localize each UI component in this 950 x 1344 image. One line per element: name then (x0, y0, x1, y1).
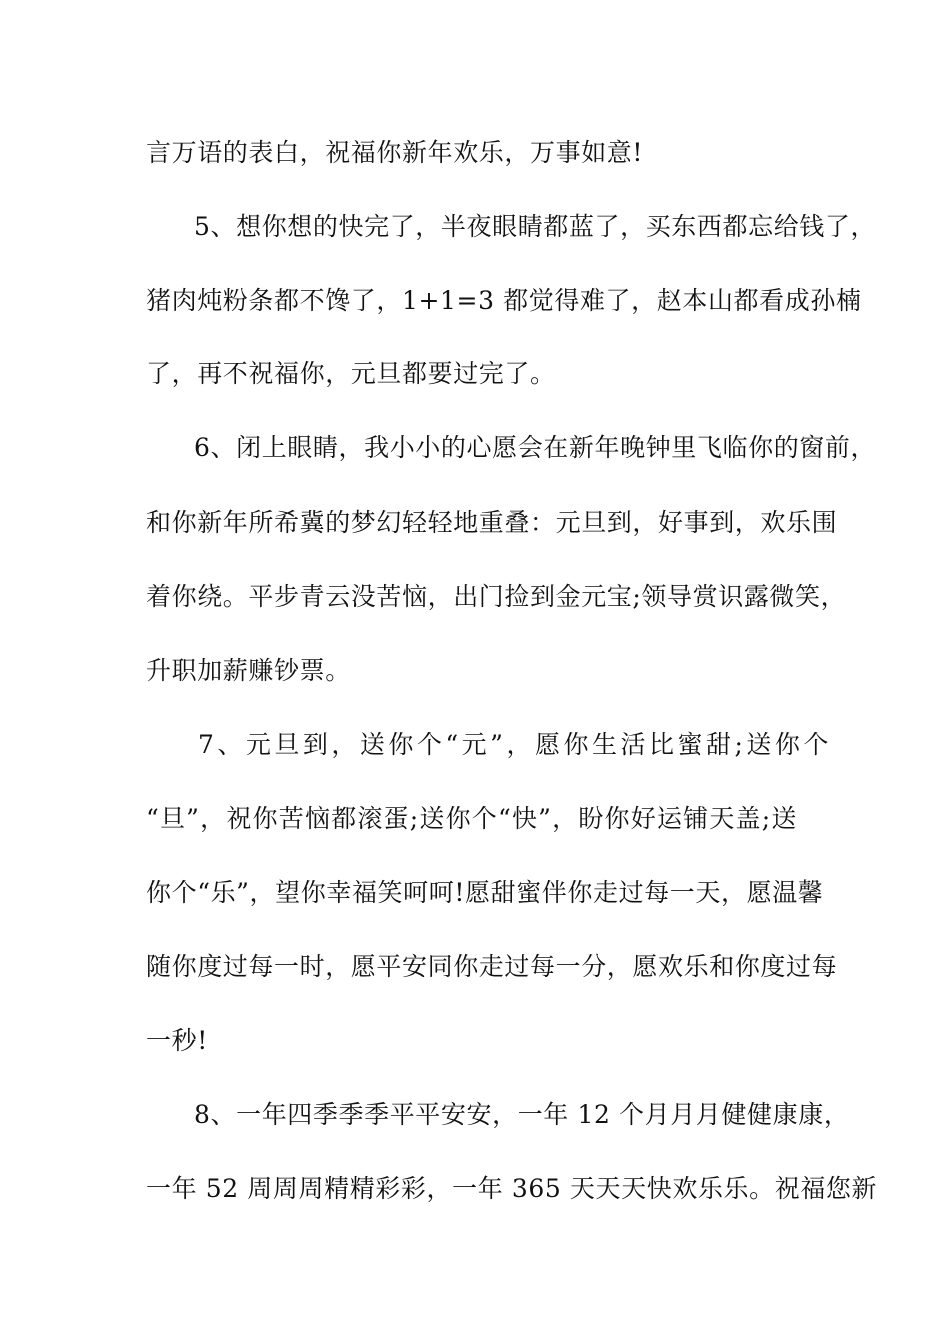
text-line: 了，再不祝福你，元旦都要过完了。 (146, 359, 556, 388)
text-line: “旦”，祝你苦恼都滚蛋;送你个“快”，盼你好运铺天盖;送 (146, 804, 798, 833)
text-line: 一秒! (146, 1026, 208, 1055)
text-line: 猪肉炖粉条都不馋了，1+1=3 都觉得难了，赵本山都看成孙楠 (146, 286, 862, 315)
text-line: 和你新年所希冀的梦幻轻轻地重叠：元旦到，好事到，欢乐围 (146, 508, 838, 537)
paragraph-7-line: 7、元旦到，送你个“元”，愿你生活比蜜甜;送你个 (198, 730, 832, 759)
paragraph-6-line: 6、闭上眼睛，我小小的心愿会在新年晚钟里飞临你的窗前， (194, 433, 877, 462)
paragraph-5-line: 5、想你想的快完了，半夜眼睛都蓝了，买东西都忘给钱了， (194, 212, 877, 241)
text-line: 一年 52 周周周精精彩彩，一年 365 天天天快欢乐乐。祝福您新 (146, 1174, 878, 1203)
text-line: 言万语的表白，祝福你新年欢乐，万事如意! (146, 138, 644, 167)
text-line: 你个“乐”，望你幸福笑呵呵!愿甜蜜伴你走过每一天，愿温馨 (146, 878, 824, 907)
paragraph-8-line: 8、一年四季季季平平安安，一年 12 个月月月健健康康， (194, 1100, 850, 1129)
text-line: 升职加薪赚钞票。 (146, 656, 351, 685)
text-line: 着你绕。平步青云没苦恼，出门捡到金元宝;领导赏识露微笑， (146, 582, 847, 611)
text-line: 随你度过每一时，愿平安同你走过每一分，愿欢乐和你度过每 (146, 952, 838, 981)
